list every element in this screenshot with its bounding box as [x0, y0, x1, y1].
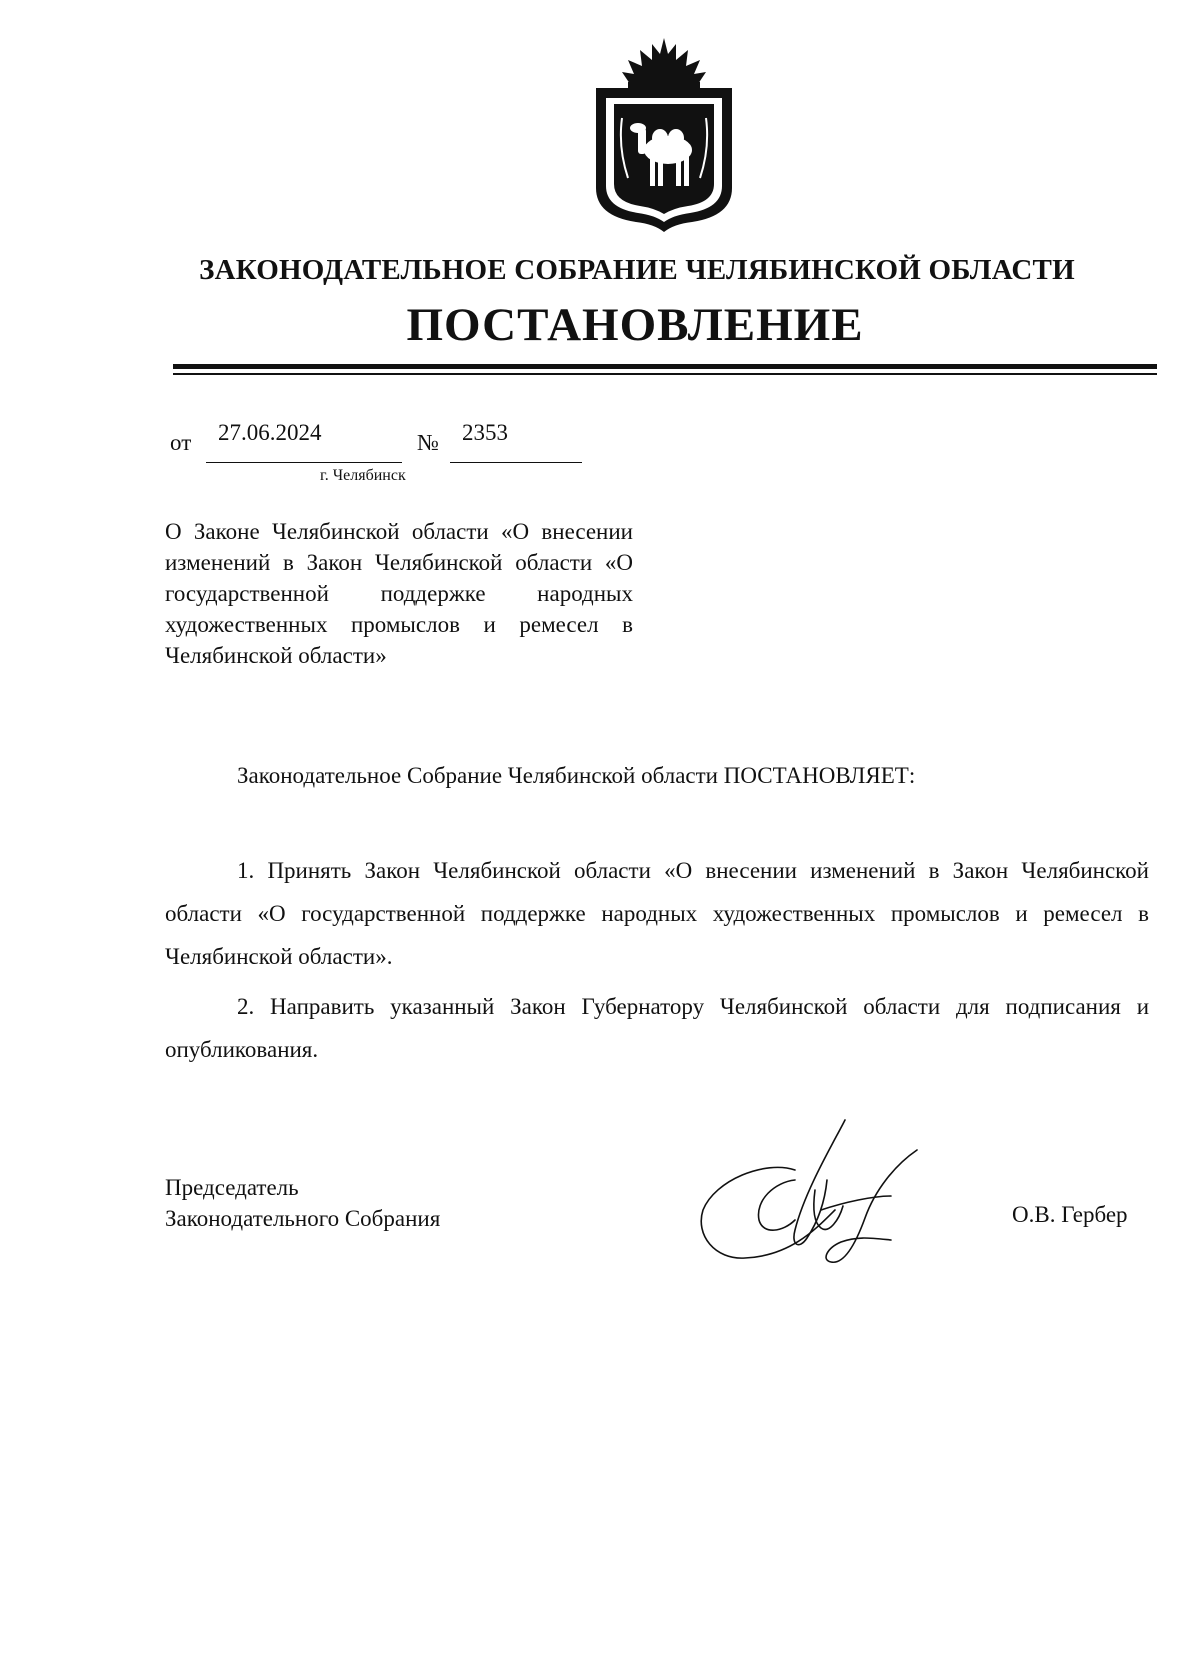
date-underline — [206, 462, 402, 463]
signatory-title-line-1: Председатель — [165, 1175, 299, 1200]
number-underline — [450, 462, 582, 463]
document-subject: О Законе Челябинской области «О внесении изменений в Закон Челябинской области «О государственной поддержке народных художественных промыслов и ремесел в Челябинской области» — [165, 519, 633, 668]
preamble: Законодательное Собрание Челябинской области ПОСТАНОВЛЯЕТ: — [237, 763, 916, 788]
document-date: 27.06.2024 — [218, 420, 322, 445]
city-label: г. Челябинск — [320, 467, 406, 484]
header-rule-thin — [173, 373, 1157, 375]
signer-name: О.В. Гербер — [1012, 1202, 1128, 1227]
header-rule-thick — [173, 364, 1157, 369]
handwritten-signature — [695, 1110, 935, 1280]
paragraph-2: 2. Направить указанный Закон Губернатору Челябинской области для подписания и опубликования. — [165, 994, 1149, 1062]
date-prefix: от — [170, 430, 192, 455]
coat-of-arms-icon — [588, 38, 740, 234]
signatory-title-line-2: Законодательного Собрания — [165, 1206, 441, 1231]
signatory-title — [165, 1172, 440, 1234]
document-type-title: ПОСТАНОВЛЕНИЕ — [406, 299, 864, 351]
number-sign: № — [417, 430, 439, 455]
document-number: 2353 — [462, 420, 508, 445]
paragraph-1: 1. Принять Закон Челябинской области «О внесении изменений в Закон Челябинской области «О государственной поддержке народных художественных промыслов и ремесел в Челябинской области». — [165, 858, 1149, 969]
organization-title: ЗАКОНОДАТЕЛЬНОЕ СОБРАНИЕ ЧЕЛЯБИНСКОЙ ОБЛАСТИ — [199, 254, 1075, 286]
